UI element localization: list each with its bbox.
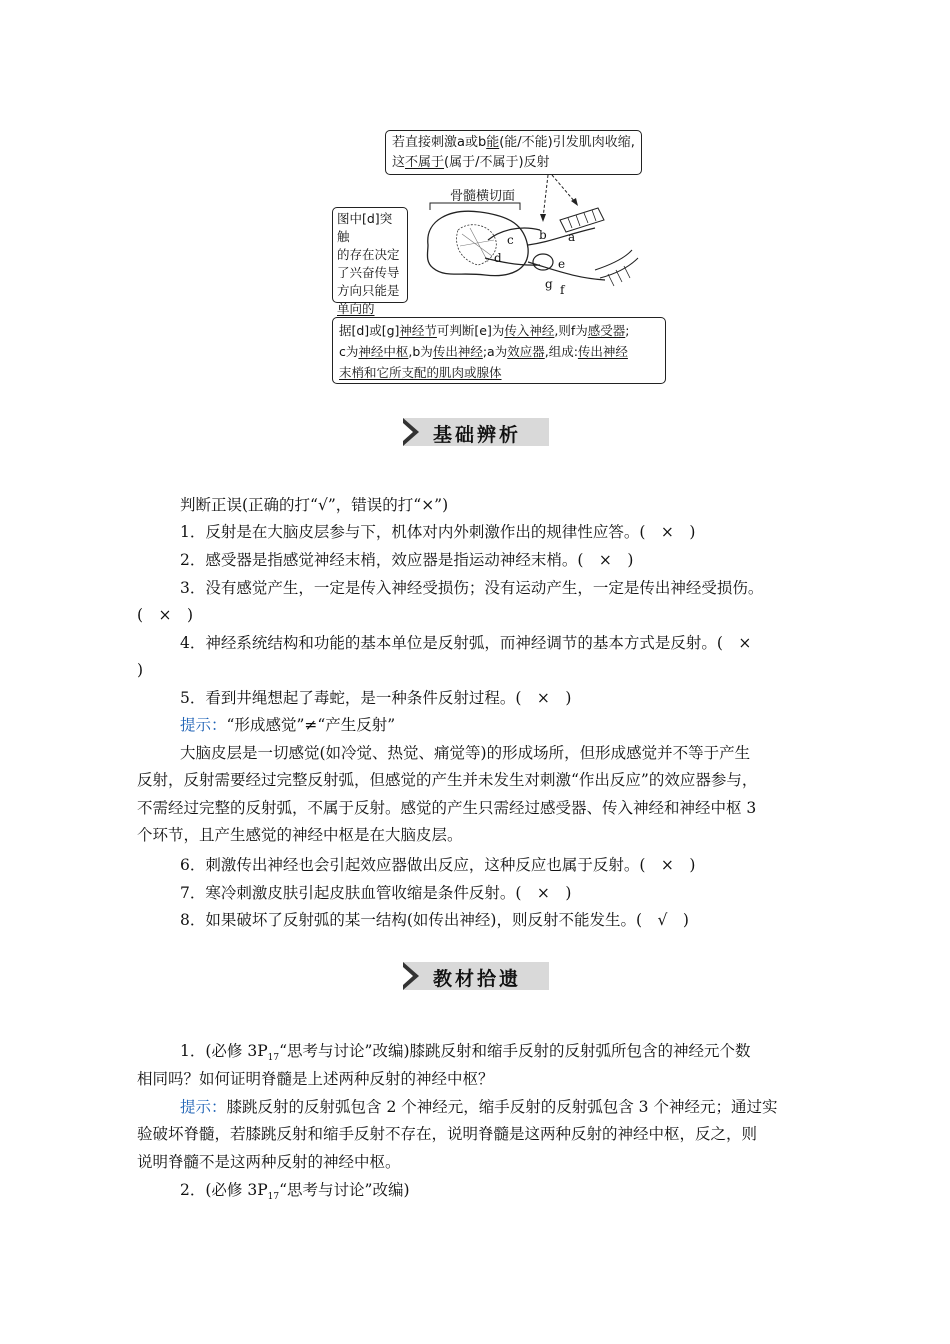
page-subscript: 17 xyxy=(267,1192,280,1203)
tip-text-cont: 验破坏脊髓，若膝跳反射和缩手反射不存在，说明脊髓是这两种反射的神经中枢，反之，则 xyxy=(137,1125,758,1143)
tip-line xyxy=(137,712,860,740)
label-a: a xyxy=(568,230,576,244)
callout-answer: 不属于 xyxy=(405,155,445,170)
callout-text: 可判断[e]为 xyxy=(436,323,505,338)
callout-text: 若直接刺激a或b xyxy=(392,135,487,150)
callout-answer: 传出神经 xyxy=(577,344,628,359)
callout-answer: 能 xyxy=(486,135,500,150)
callout-text: (能/不能)引发肌肉收缩, xyxy=(499,135,635,150)
banner-arrow-icon xyxy=(403,423,413,441)
label-g: g xyxy=(545,277,553,291)
callout-text: ;a为 xyxy=(482,344,508,359)
callout-text: ; xyxy=(625,323,630,338)
callout-text: 据[d]或[g] xyxy=(339,323,400,338)
callout-answer: 感受器 xyxy=(587,323,626,338)
question-item-cont: 相同吗？如何证明脊髓是上述两种反射的神经中枢？ xyxy=(137,1070,494,1088)
label-e: e xyxy=(558,257,566,271)
label-d: d xyxy=(494,251,502,265)
callout-answer: 末梢和它所支配的肌肉或腺体 xyxy=(339,365,502,380)
question-text: “思考与讨论”改编) xyxy=(279,1181,410,1199)
explanation-text: 不需经过完整的反射弧，不属于反射。感觉的产生只需经过感受器、传入神经和神经中枢 3 xyxy=(137,799,757,817)
intro-text: 判断正误(正确的打“√”，错误的打“×”) xyxy=(180,496,449,514)
question-item: 8．如果破坏了反射弧的某一结构(如传出神经)，则反射不能发生。( √ ) xyxy=(180,911,689,929)
callout-text: (属于/不属于)反射 xyxy=(444,155,550,170)
callout-text: ,则f为 xyxy=(554,323,588,338)
section-banner-textbook xyxy=(403,962,549,990)
tip-text: “形成感觉”≠“产生反射” xyxy=(226,716,396,734)
label-c: c xyxy=(507,233,514,247)
explanation-text: 反射，反射需要经过完整反射弧，但感觉的产生并未发生对刺激“作出反应”的效应器参与， xyxy=(137,771,758,789)
explanation-text: 大脑皮层是一切感觉(如冷觉、热觉、痛觉等)的形成场所，但形成感觉并不等于产生 xyxy=(180,744,751,762)
callout-text: c为 xyxy=(339,344,359,359)
tip-line xyxy=(137,1094,860,1122)
page-subscript: 17 xyxy=(267,1053,280,1064)
callout-text: 图中[d]突触 xyxy=(337,211,393,244)
label-f: f xyxy=(560,283,565,297)
callout-answer: 传入神经 xyxy=(504,323,555,338)
question-text: 1．(必修 3P xyxy=(180,1042,268,1060)
callout-text: ,b为 xyxy=(408,344,433,359)
explanation-text: 个环节，且产生感觉的神经中枢是在大脑皮层。 xyxy=(137,826,463,844)
callout-text: 这 xyxy=(392,155,406,170)
tip-label: 提示： xyxy=(180,716,227,734)
question-item-cont: ( × ) xyxy=(137,606,194,624)
callout-answer: 神经中枢 xyxy=(358,344,409,359)
tip-text-cont: 说明脊髓不是这两种反射的神经中枢。 xyxy=(137,1153,401,1171)
callout-top xyxy=(385,130,642,175)
question-item: 3．没有感觉产生，一定是传入神经受损伤；没有运动产生，一定是传出神经受损伤。 xyxy=(180,579,764,597)
callout-answer: 效应器 xyxy=(507,344,545,359)
section-banner-basic xyxy=(403,418,549,446)
callout-answer: 单向的 xyxy=(337,301,375,316)
question-item: 4．神经系统结构和功能的基本单位是反射弧，而神经调节的基本方式是反射。( × xyxy=(180,634,752,652)
section-title: 教材拾遗 xyxy=(433,968,522,990)
callout-answer: 传出神经 xyxy=(432,344,483,359)
callout-answer: 神经节 xyxy=(399,323,437,338)
section-title: 基础辨析 xyxy=(433,424,522,446)
callout-bottom xyxy=(332,317,666,384)
question-item: 6．刺激传出神经也会引起效应器做出反应，这种反应也属于反射。( × ) xyxy=(180,856,696,874)
callout-text: 的存在决定 xyxy=(337,247,400,262)
tip-text: 膝跳反射的反射弧包含 2 个神经元，缩手反射的反射弧包含 3 个神经元；通过实 xyxy=(226,1098,778,1116)
callout-text: 了兴奋传导 xyxy=(337,265,400,280)
question-item: 2．感受器是指感觉神经末梢，效应器是指运动神经末梢。( × ) xyxy=(180,551,634,569)
callout-text: 方向只能是 xyxy=(337,283,400,298)
question-text: 2．(必修 3P xyxy=(180,1181,268,1199)
callout-text: ,组成: xyxy=(544,344,578,359)
question-item: 7．寒冷刺激皮肤引起皮肤血管收缩是条件反射。( × ) xyxy=(180,884,572,902)
question-item xyxy=(137,1177,860,1212)
reflex-arc-drawing xyxy=(400,170,650,295)
spinal-cord-label: 骨髓横切面 xyxy=(450,189,516,204)
question-item-cont: ) xyxy=(137,661,144,679)
question-text: “思考与讨论”改编)膝跳反射和缩手反射的反射弧所包含的神经元个数 xyxy=(279,1042,751,1060)
label-b: b xyxy=(539,228,547,242)
question-item: 1．反射是在大脑皮层参与下，机体对内外刺激作出的规律性应答。( × ) xyxy=(180,523,696,541)
banner-arrow-icon xyxy=(403,967,413,985)
tip-label: 提示： xyxy=(180,1098,227,1116)
question-item: 5．看到井绳想起了毒蛇，是一种条件反射过程。( × ) xyxy=(180,689,572,707)
callout-left xyxy=(332,207,408,316)
